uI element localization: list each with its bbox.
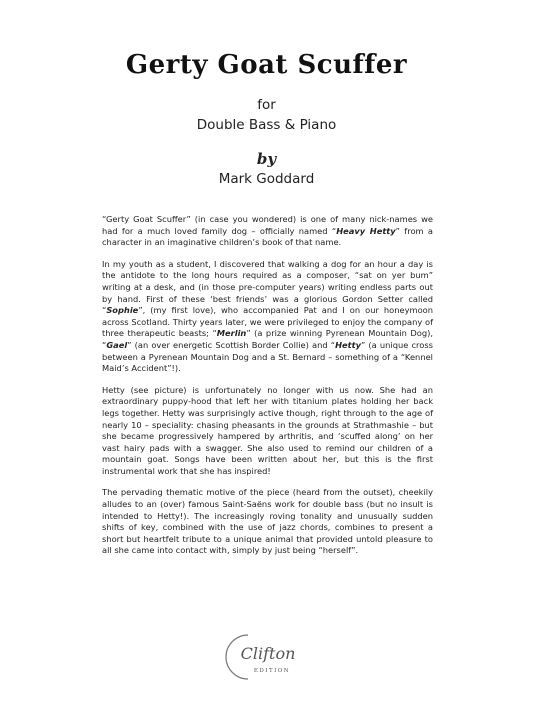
paragraph-1 bbox=[102, 214, 433, 249]
logo-name: Clifton bbox=[240, 644, 296, 663]
dog-name: Hetty bbox=[335, 339, 361, 350]
instrumentation: Double Bass & Piano bbox=[196, 117, 337, 133]
for-label: for bbox=[257, 97, 276, 113]
paragraph-2 bbox=[102, 259, 433, 375]
piece-title: Gerty Goat Scuffer bbox=[125, 50, 408, 80]
dog-name: Sophie bbox=[106, 305, 139, 316]
dog-name: Merlin bbox=[216, 328, 247, 339]
text: ” (an over energetic Scottish Border Collie) and “ bbox=[127, 339, 336, 350]
text: In my youth as a student, I discovered that walking a dog for an hour a day is the antidote to the long hours required as a composer, “sat on yer bum” writing at a desk, and (in those pre-computer years) writing endless parts out by hand. First of these ‘best friends’ was a glorious Gordon Setter called “ bbox=[102, 258, 433, 316]
composer-name: Mark Goddard bbox=[218, 171, 315, 187]
publisher-logo bbox=[224, 632, 310, 682]
paragraph-4: The pervading thematic motive of the piece (heard from the outset), cheekily alludes to an (over) famous Saint-Saëns work for double bass (but no insult is intended to Hetty!). The increasingly roving tonality and unusually sudden shifts of key, combined with the use of jazz chords, combines to present a short but heartfelt tribute to a unique animal that provided untold pleasure to all she came into contact with, simply by just being “herself”. bbox=[102, 487, 433, 556]
dog-name: Heavy Hetty bbox=[336, 225, 396, 236]
paragraph-3: Hetty (see picture) is unfortunately no longer with us now. She had an extraordinary puppy-hood that left her with titanium plates holding her back legs together. Hetty was surprisingly active though, right through to the age of nearly 10 – speciality: chasing pheasants in the grounds at Strathmashie – but she became progressively hampered by arthritis, and ‘scuffed along’ on her vast hairy pads with a swagger. She also used to remind our children of a mountain goat. Songs have been written about her, but this is the first instrumental work that she has inspired! bbox=[102, 384, 433, 476]
text: ” from a character in an imaginative children’s book of that name. bbox=[102, 225, 434, 248]
by-label: by bbox=[256, 150, 277, 168]
text: ” (a unique cross between a Pyrenean Mountain Dog and a St. Bernard – something of a “Kennel Maid’s Accident”!). bbox=[102, 339, 433, 374]
program-notes bbox=[102, 214, 433, 567]
logo-sub: EDITION bbox=[253, 668, 291, 674]
dog-name: Gael bbox=[106, 339, 128, 350]
text: ” (a prize winning Pyrenean Mountain Dog), “ bbox=[102, 328, 433, 350]
text: ”, (my first love), who accompanied Pat and I on our honeymoon across Scotland. Thirty years later, we were privileged to enjoy the company of three therapeutic beasts; “ bbox=[102, 305, 433, 339]
text: “Gerty Goat Scuffer” (in case you wondered) is one of many nick-names we had for a much loved family dog – officially named “ bbox=[102, 214, 433, 236]
